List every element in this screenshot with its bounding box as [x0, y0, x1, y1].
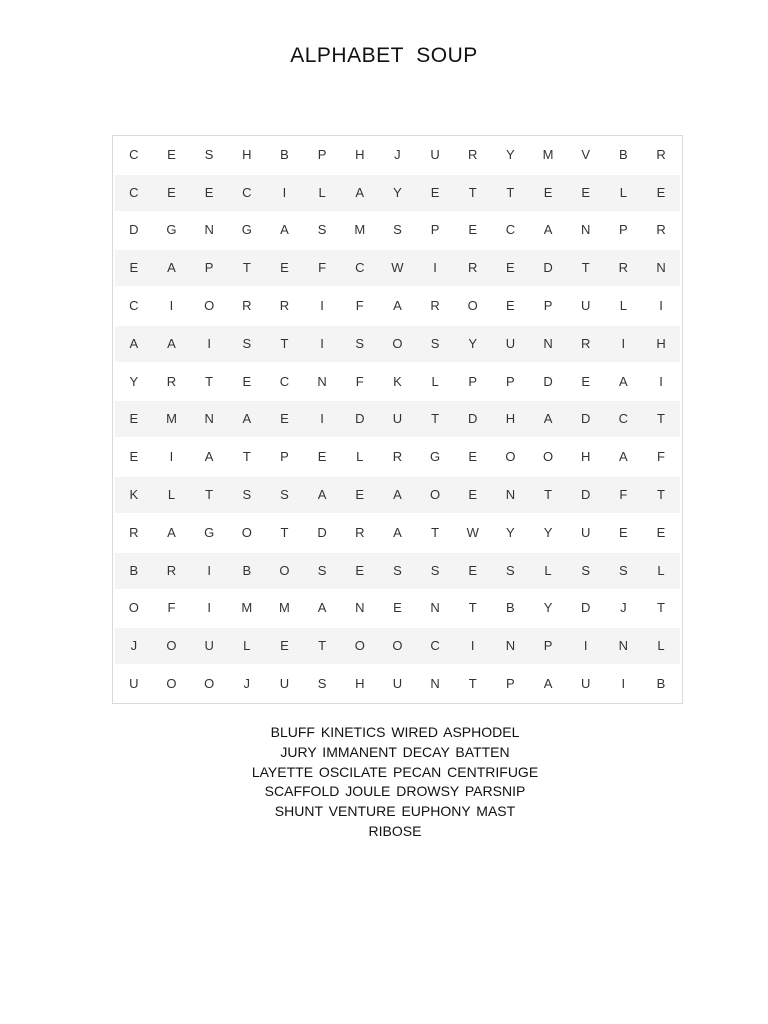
grid-cell: L: [619, 298, 627, 314]
grid-cell: E: [468, 562, 478, 578]
grid-cell: R: [129, 524, 139, 540]
grid-cell: R: [242, 298, 252, 314]
grid-cell: G: [430, 449, 441, 465]
grid-cell: V: [581, 146, 591, 162]
grid-cell: H: [656, 335, 666, 351]
grid-cell: I: [621, 676, 626, 692]
grid-cell: H: [505, 411, 516, 427]
grid-cell: P: [543, 638, 553, 654]
grid-cell: G: [166, 222, 177, 238]
grid-cell: I: [207, 335, 211, 351]
grid-cell: U: [392, 676, 403, 692]
word-list-line: SCAFFOLD JOULE DROWSY PARSNIP: [264, 783, 526, 800]
grid-cell: O: [430, 487, 441, 503]
grid-cell: H: [355, 676, 365, 692]
grid-cell: B: [619, 146, 628, 162]
grid-cell: F: [355, 298, 364, 314]
grid-cell: T: [318, 638, 327, 654]
grid-cell: L: [619, 184, 627, 200]
grid-cell: L: [544, 562, 552, 578]
grid-cell: D: [317, 524, 327, 540]
grid-cell: O: [467, 298, 478, 314]
word-list-line: SHUNT VENTURE EUPHONY MAST: [274, 803, 516, 820]
grid-row: [115, 553, 680, 589]
word-list-line: RIBOSE: [368, 822, 422, 839]
grid-cell: D: [468, 411, 478, 427]
grid-cell: P: [280, 449, 289, 465]
grid-cell: T: [280, 335, 289, 351]
grid-cell: Y: [543, 524, 553, 540]
grid-cell: E: [280, 638, 289, 654]
grid-cell: U: [279, 676, 290, 692]
grid-cell: C: [129, 146, 139, 162]
grid-cell: I: [169, 298, 174, 314]
word-list-line: JURY IMMANENT DECAY BATTEN: [280, 743, 510, 760]
grid-cell: N: [430, 676, 440, 692]
grid-cell: S: [581, 562, 591, 578]
grid-cell: H: [242, 146, 252, 162]
grid-cell: T: [506, 184, 515, 200]
grid-cell: E: [355, 487, 365, 503]
grid-cell: O: [204, 676, 215, 692]
grid-cell: M: [542, 146, 554, 162]
grid-cell: P: [317, 146, 327, 162]
grid-cell: N: [505, 487, 516, 503]
grid-row: [115, 628, 680, 664]
grid-cell: A: [167, 524, 176, 540]
grid-cell: O: [505, 449, 516, 465]
grid-cell: U: [430, 146, 440, 162]
grid-cell: A: [393, 298, 402, 314]
grid-cell: N: [543, 335, 553, 351]
grid-cell: J: [620, 600, 627, 616]
grid-cell: T: [242, 449, 251, 465]
grid-cell: E: [619, 524, 628, 540]
grid-cell: L: [356, 449, 364, 465]
grid-cell: M: [166, 411, 177, 427]
grid-cell: A: [129, 335, 139, 351]
grid-cell: B: [280, 146, 289, 162]
grid-cell: Y: [468, 335, 478, 351]
grid-cell: E: [430, 184, 440, 200]
grid-cell: I: [659, 373, 663, 389]
grid-cell: T: [657, 600, 665, 616]
grid-cell: R: [468, 260, 478, 276]
grid-cell: J: [243, 676, 251, 692]
grid-cell: T: [205, 487, 214, 503]
grid-cell: L: [318, 184, 326, 200]
grid-cell: E: [167, 146, 176, 162]
grid-cell: C: [430, 638, 440, 654]
grid-row: [115, 515, 680, 551]
grid-cell: E: [129, 260, 139, 276]
grid-cell: F: [355, 373, 364, 389]
grid-cell: E: [129, 411, 139, 427]
grid-cell: L: [167, 487, 176, 503]
grid-cell: E: [506, 298, 515, 314]
grid-row: [115, 175, 680, 211]
grid-cell: L: [243, 638, 251, 654]
grid-cell: I: [621, 335, 626, 351]
grid-cell: C: [505, 222, 516, 238]
grid-cell: P: [543, 298, 553, 314]
grid-cell: E: [468, 222, 478, 238]
grid-cell: P: [619, 222, 628, 238]
grid-cell: S: [317, 676, 327, 692]
grid-cell: O: [166, 638, 177, 654]
grid-cell: D: [581, 411, 591, 427]
grid-cell: C: [242, 184, 252, 200]
word-list-line: LAYETTE OSCILATE PECAN CENTRIFUGE: [251, 763, 539, 780]
grid-cell: S: [204, 146, 214, 162]
grid-cell: P: [506, 676, 515, 692]
grid-cell: G: [241, 222, 252, 238]
grid-cell: L: [657, 638, 665, 654]
grid-cell: S: [430, 562, 440, 578]
grid-cell: M: [279, 600, 290, 616]
grid-cell: E: [656, 524, 666, 540]
grid-cell: U: [129, 676, 139, 692]
grid-cell: I: [169, 449, 174, 465]
grid-cell: R: [430, 298, 440, 314]
grid-cell: F: [318, 260, 327, 276]
grid-cell: B: [656, 676, 666, 692]
grid-row: [115, 590, 680, 626]
grid-cell: A: [393, 487, 402, 503]
grid-cell: E: [280, 411, 289, 427]
grid-cell: E: [656, 184, 666, 200]
grid-cell: N: [505, 638, 516, 654]
grid-cell: S: [280, 487, 289, 503]
grid-cell: P: [506, 373, 515, 389]
grid-row: [115, 477, 680, 513]
grid-row: [115, 137, 680, 173]
grid-cell: O: [204, 298, 215, 314]
grid-cell: I: [320, 411, 324, 427]
grid-cell: C: [355, 260, 365, 276]
grid-cell: E: [167, 184, 176, 200]
grid-cell: A: [543, 676, 553, 692]
grid-cell: T: [468, 676, 477, 692]
grid-cell: P: [468, 373, 478, 389]
grid-cell: E: [468, 449, 478, 465]
grid-cell: R: [166, 373, 177, 389]
grid-cell: Y: [506, 524, 515, 540]
grid-cell: R: [618, 260, 629, 276]
grid-cell: R: [581, 335, 591, 351]
grid-cell: A: [543, 222, 553, 238]
grid-cell: G: [204, 524, 215, 540]
grid-cell: T: [657, 487, 665, 503]
grid-cell: O: [392, 335, 403, 351]
grid-row: [115, 439, 680, 475]
grid-cell: N: [355, 600, 365, 616]
grid-cell: N: [430, 600, 440, 616]
grid-row: [115, 364, 680, 400]
grid-cell: R: [468, 146, 478, 162]
grid-cell: A: [167, 260, 176, 276]
grid-cell: R: [355, 524, 365, 540]
grid-cell: D: [543, 260, 553, 276]
grid-cell: U: [581, 676, 591, 692]
grid-cell: E: [506, 260, 515, 276]
grid-cell: O: [354, 638, 365, 654]
grid-cell: U: [581, 298, 591, 314]
grid-cell: I: [282, 184, 287, 200]
grid-cell: A: [543, 411, 553, 427]
grid-cell: D: [581, 600, 591, 616]
grid-cell: Y: [393, 184, 402, 200]
grid-cell: Y: [506, 146, 515, 162]
grid-cell: A: [619, 373, 628, 389]
grid-cell: S: [430, 335, 440, 351]
grid-cell: J: [130, 638, 138, 654]
grid-cell: M: [241, 600, 253, 616]
grid-cell: N: [618, 638, 629, 654]
grid-cell: S: [317, 562, 327, 578]
grid-cell: S: [506, 562, 515, 578]
grid-cell: D: [355, 411, 365, 427]
grid-cell: E: [581, 373, 591, 389]
grid-cell: U: [505, 335, 516, 351]
grid-cell: C: [279, 373, 290, 389]
grid-cell: E: [280, 260, 289, 276]
grid-cell: B: [242, 562, 252, 578]
grid-cell: I: [659, 298, 663, 314]
grid-row: [115, 212, 680, 248]
grid-row: [115, 401, 680, 437]
grid-cell: S: [393, 222, 402, 238]
grid-cell: E: [355, 562, 365, 578]
grid-cell: R: [656, 146, 666, 162]
grid-cell: A: [167, 335, 176, 351]
grid-cell: O: [128, 600, 139, 616]
grid-cell: J: [394, 146, 401, 162]
grid-cell: A: [242, 411, 252, 427]
grid-cell: M: [354, 222, 366, 238]
grid-cell: T: [581, 260, 590, 276]
grid-cell: A: [317, 600, 327, 616]
grid-cell: I: [433, 260, 437, 276]
grid-cell: C: [618, 411, 629, 427]
grid-cell: P: [430, 222, 440, 238]
grid-cell: K: [393, 373, 402, 389]
grid-cell: A: [317, 487, 327, 503]
grid-cell: A: [204, 449, 214, 465]
grid-cell: S: [242, 335, 252, 351]
page-title: ALPHABET SOUP: [290, 44, 478, 67]
grid-cell: S: [317, 222, 327, 238]
grid-cell: A: [355, 184, 365, 200]
grid-cell: P: [204, 260, 214, 276]
grid-row: [115, 288, 680, 324]
grid-cell: T: [468, 600, 477, 616]
grid-cell: E: [317, 449, 327, 465]
grid-cell: R: [279, 298, 290, 314]
word-list: [0, 723, 768, 842]
grid-cell: B: [129, 562, 139, 578]
grid-cell: U: [392, 411, 403, 427]
grid-row: [115, 326, 680, 362]
grid-cell: F: [619, 487, 628, 503]
grid-cell: T: [431, 524, 440, 540]
grid-cell: E: [393, 600, 402, 616]
grid-cell: W: [466, 524, 479, 540]
grid-cell: Y: [129, 373, 139, 389]
grid-cell: W: [391, 260, 404, 276]
grid-cell: D: [581, 487, 591, 503]
grid-cell: K: [129, 487, 139, 503]
grid-cell: O: [166, 676, 177, 692]
grid-cell: B: [506, 600, 515, 616]
grid-cell: R: [392, 449, 403, 465]
grid-cell: C: [129, 184, 139, 200]
grid-cell: H: [355, 146, 365, 162]
grid-cell: U: [581, 524, 591, 540]
grid-cell: I: [207, 600, 211, 616]
grid-cell: N: [581, 222, 591, 238]
grid-cell: A: [619, 449, 628, 465]
grid-cell: N: [204, 222, 214, 238]
grid-cell: S: [619, 562, 628, 578]
grid-cell: F: [167, 600, 176, 616]
grid-cell: D: [129, 222, 139, 238]
grid-cell: I: [470, 638, 475, 654]
grid-cell: L: [657, 562, 665, 578]
grid-cell: R: [166, 562, 177, 578]
grid-cell: R: [656, 222, 666, 238]
grid-cell: L: [431, 373, 439, 389]
grid-cell: N: [656, 260, 666, 276]
grid-cell: T: [431, 411, 440, 427]
grid-cell: C: [129, 298, 139, 314]
grid-cell: Y: [543, 600, 553, 616]
grid-cell: T: [205, 373, 214, 389]
grid-cell: F: [657, 449, 665, 465]
grid-cell: U: [204, 638, 214, 654]
grid-cell: I: [583, 638, 588, 654]
grid-cell: E: [468, 487, 478, 503]
grid-row: [115, 250, 680, 286]
grid-cell: T: [544, 487, 553, 503]
grid-cell: D: [543, 373, 553, 389]
grid-cell: N: [204, 411, 214, 427]
grid-cell: I: [320, 298, 324, 314]
grid-cell: I: [320, 335, 324, 351]
grid-cell: E: [581, 184, 591, 200]
grid-cell: T: [242, 260, 251, 276]
word-list-line: BLUFF KINETICS WIRED ASPHODEL: [270, 724, 520, 740]
grid-cell: E: [543, 184, 553, 200]
grid-cell: A: [393, 524, 402, 540]
grid-cell: O: [279, 562, 290, 578]
grid-cell: H: [581, 449, 591, 465]
grid-cell: T: [280, 524, 289, 540]
grid-cell: T: [657, 411, 665, 427]
grid-cell: A: [280, 222, 289, 238]
word-search-grid: [112, 135, 683, 704]
grid-cell: S: [355, 335, 365, 351]
grid-cell: N: [317, 373, 327, 389]
grid-row: [115, 666, 680, 702]
grid-cell: E: [242, 373, 252, 389]
grid-cell: S: [393, 562, 402, 578]
grid-cell: O: [542, 449, 554, 465]
grid-cell: O: [241, 524, 252, 540]
grid-cell: T: [468, 184, 477, 200]
grid-cell: I: [207, 562, 211, 578]
grid-cell: E: [204, 184, 214, 200]
grid-cell: E: [129, 449, 139, 465]
grid-cell: O: [392, 638, 403, 654]
grid-cell: S: [242, 487, 252, 503]
